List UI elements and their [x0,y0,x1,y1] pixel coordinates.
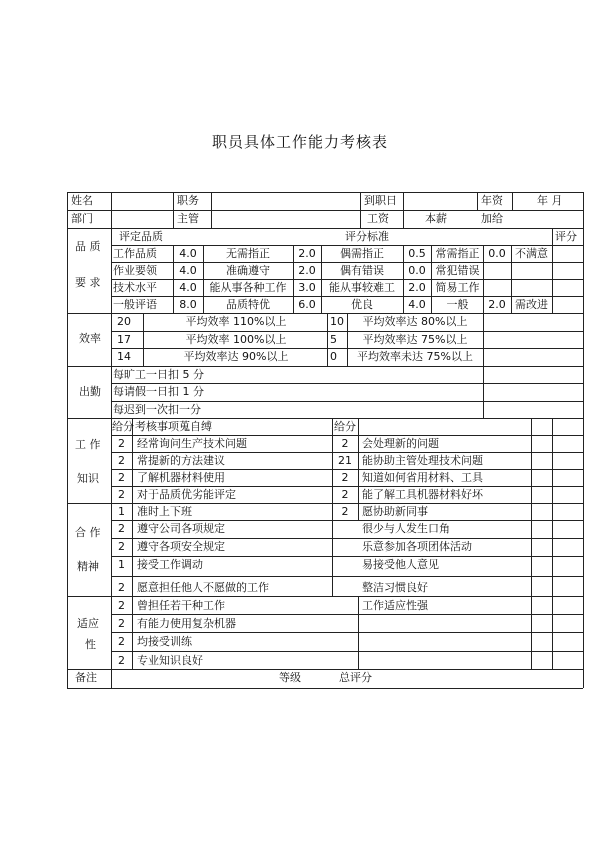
quality-desc: 品质特优 [226,298,270,311]
grid-line [111,538,583,539]
knowledge-label: 知识 [77,472,99,485]
hire-date-label: 到职日 [364,194,397,207]
attendance-rule: 每迟到一次扣一分 [113,402,201,416]
seniority-unit: 年 月 [537,194,563,207]
quality-desc: 需改进 [515,298,548,311]
quality-score: 0.0 [408,264,426,277]
quality-desc: 准确遵守 [226,264,270,277]
efficiency-desc: 平均效率达 90%以上 [183,350,289,364]
teamwork-score: 1 [118,505,125,518]
teamwork-score: 2 [118,522,125,535]
teamwork-item: 愿意担任他人不愿做的工作 [137,581,269,594]
grid-line [67,688,583,689]
teamwork-item: 接受工作调动 [137,558,203,571]
grid-line [552,596,553,669]
knowledge-item: 知道如何省用材料、工具 [362,471,483,484]
knowledge-col-item: 考核事项蒐自缚 [135,420,212,433]
efficiency-desc: 平均效率达 75%以上 [362,332,468,346]
base-pay-label: 本薪 [425,212,447,225]
quality-desc: 偶有错误 [340,264,384,277]
teamwork-score: 2 [118,581,125,594]
grid-line [583,192,584,688]
quality-score: 3.0 [298,281,316,294]
knowledge-col-score: 给分 [334,420,356,433]
teamwork-item: 乐意参加各项团体活动 [362,540,472,553]
adaptability-label: 适应 [77,617,99,630]
grid-line [67,596,583,597]
teamwork-label: 合 作 [75,526,101,539]
teamwork-item: 很少与人发生口角 [362,522,450,535]
adaptability-item: 工作适应性强 [362,599,428,612]
name-label: 姓名 [71,194,93,207]
grid-line [531,418,532,503]
adaptability-item: 专业知识良好 [137,653,203,667]
grid-line [111,262,583,263]
quality-desc: 能从事较难工 [329,281,395,294]
grid-line [111,401,583,402]
grid-line [512,192,513,210]
knowledge-score: 2 [118,488,125,501]
grid-line [67,313,583,314]
grid-line [111,632,583,633]
teamwork-score: 2 [341,505,349,518]
grid-line [347,313,348,366]
grid-line [358,503,359,520]
grid-line [111,614,583,615]
grid-line [111,435,583,436]
quality-score: 0.5 [408,247,426,260]
grid-line [483,366,484,418]
knowledge-item: 对于品质优劣能评定 [137,488,236,501]
quality-col-score: 评分 [555,230,577,243]
quality-score: 2.0 [408,281,426,294]
quality-score: 4.0 [179,264,197,277]
grid-line [111,520,583,521]
grid-line [67,503,583,504]
grid-line [67,192,68,688]
knowledge-score: 2 [341,488,349,501]
adaptability-label: 性 [85,638,96,651]
grid-line [111,296,583,297]
quality-score: 4.0 [179,281,197,294]
grade-label: 等级 [279,671,301,684]
grid-line [143,313,144,366]
knowledge-col-score: 给分 [112,420,134,433]
teamwork-item: 易接受他人意见 [362,558,439,571]
appraisal-form [67,192,583,688]
grid-line [173,192,174,228]
adaptability-score: 2 [118,635,125,649]
grid-line [111,556,583,557]
grid-line [531,503,532,596]
quality-section-label: 要 求 [75,276,101,289]
quality-desc: 一般 [446,298,469,311]
knowledge-score: 2 [118,471,125,484]
teamwork-score: 2 [118,540,125,553]
efficiency-desc: 平均效率 110%以上 [185,315,287,328]
grid-line [67,228,583,229]
quality-col-standard: 评分标准 [345,230,389,243]
grid-line [531,596,532,669]
efficiency-score: 5 [330,332,337,346]
knowledge-item: 能了解工具机器材料好坏 [362,488,483,501]
quality-col-item: 评定品质 [119,230,163,243]
quality-score: 2.0 [298,247,316,260]
seniority-label: 年资 [481,194,503,207]
efficiency-desc: 平均效率 100%以上 [185,332,287,346]
grid-line [211,192,212,228]
remark-label: 备注 [75,671,97,684]
dept-label: 部门 [71,212,93,225]
grid-line [403,192,404,228]
salary-label: 工资 [367,212,389,225]
grid-line [67,210,583,211]
knowledge-score: 21 [338,454,352,467]
allowance-label: 加给 [481,212,503,225]
knowledge-item: 了解机器材料使用 [137,471,225,484]
teamwork-item: 遵守公司各项规定 [137,522,225,535]
attendance-rule: 每请假一日扣 1 分 [113,385,204,399]
grid-line [132,503,133,596]
knowledge-score: 2 [118,454,125,467]
knowledge-label: 工 作 [75,438,101,451]
knowledge-score: 2 [118,437,125,450]
quality-desc: 常犯错误 [435,264,480,277]
quality-item: 一般评语 [113,298,157,311]
teamwork-item: 准时上下班 [137,505,192,518]
grid-line [67,418,583,419]
quality-score: 2.0 [298,264,316,277]
grid-line [358,418,359,503]
grid-line [67,192,583,193]
quality-score: 4.0 [408,298,426,311]
quality-section-label: 品 质 [75,240,101,253]
supervisor-label: 主管 [177,212,199,225]
efficiency-desc: 平均效率未达 75%以上 [357,350,473,364]
quality-desc: 常需指正 [435,247,480,260]
grid-line [111,452,583,453]
grid-line [111,576,583,577]
quality-desc: 无需指正 [226,247,270,260]
efficiency-desc: 平均效率达 80%以上 [362,315,468,328]
total-score-label: 总评分 [339,671,372,684]
efficiency-score: 20 [117,315,131,328]
grid-line [552,418,553,503]
quality-item: 工作品质 [113,247,157,260]
grid-line [360,192,361,228]
teamwork-label: 精神 [77,560,99,573]
knowledge-item: 能协助主管处理技术问题 [362,454,483,467]
efficiency-label: 效率 [79,332,101,345]
quality-score: 0.0 [488,247,506,260]
teamwork-item: 遵守各项安全规定 [137,540,225,553]
teamwork-score: 1 [118,558,125,571]
knowledge-score: 2 [341,471,349,484]
adaptability-score: 2 [118,653,125,667]
grid-line [67,669,583,670]
quality-score: 4.0 [179,247,197,260]
quality-desc: 偶需指正 [340,247,384,260]
teamwork-item: 整洁习惯良好 [362,581,428,594]
quality-score: 8.0 [179,298,197,311]
adaptability-item: 均接受训练 [137,635,192,649]
quality-desc: 简易工作 [435,281,480,294]
attendance-label: 出勤 [79,385,101,398]
grid-line [483,313,484,366]
knowledge-score: 2 [341,437,349,450]
grid-line [552,228,553,313]
grid-line [111,469,583,470]
grid-line [67,366,583,367]
efficiency-score: 0 [330,350,337,364]
position-label: 职务 [177,194,199,207]
quality-desc: 能从事各种工作 [209,281,287,294]
quality-score: 6.0 [298,298,316,311]
page-title: 职员具体工作能力考核表 [211,133,388,151]
efficiency-score: 17 [117,332,131,346]
quality-score: 2.0 [488,298,506,311]
grid-line [111,279,583,280]
attendance-rule: 每旷工一日扣 5 分 [113,368,204,381]
grid-line [327,313,328,366]
grid-line [111,245,583,246]
grid-line [111,651,583,652]
quality-desc: 优良 [351,298,373,311]
adaptability-item: 曾担任若干种工作 [137,599,225,612]
efficiency-score: 14 [117,350,131,364]
grid-line [477,192,478,210]
knowledge-item: 常提新的方法建议 [137,454,225,467]
adaptability-item: 有能力使用复杂机器 [137,617,236,631]
quality-item: 作业要领 [113,264,157,277]
quality-desc: 不满意 [515,247,548,260]
grid-line [358,596,359,669]
knowledge-item: 会处理新的问题 [362,437,439,450]
efficiency-score: 10 [330,315,344,328]
grid-line [111,486,583,487]
adaptability-score: 2 [118,617,125,631]
teamwork-item: 愿协助新同事 [362,505,428,518]
grid-line [132,596,133,669]
knowledge-item: 经常询问生产技术问题 [137,437,247,450]
grid-line [552,503,553,596]
quality-item: 技术水平 [113,281,157,294]
adaptability-score: 2 [118,599,125,612]
